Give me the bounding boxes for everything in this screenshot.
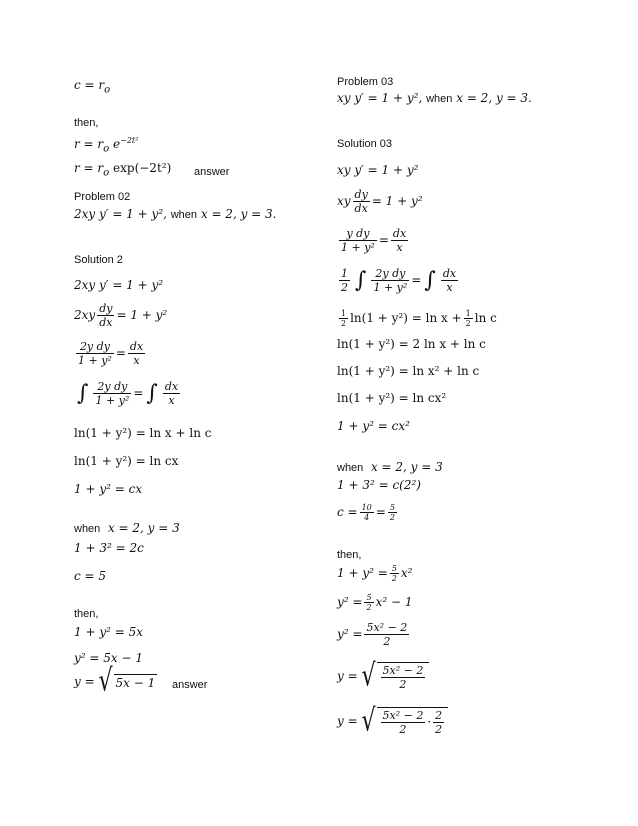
solution-03-step-9: 1 + y² = cx² <box>337 419 410 433</box>
solution-2-step-6: ln(1 + y²) = ln cx <box>74 454 179 468</box>
solution-03-step-11: c = $\frac{10}{4}$ = $\frac{5}{2}$ <box>337 503 395 522</box>
solution-03-step-8: ln(1 + y²) = ln cx² <box>337 391 447 405</box>
solution-2-step-12: y = √ 5x − 1 <box>74 663 156 699</box>
solution-2-step-10: 1 + y² = 5x <box>74 625 143 639</box>
solution-03-step-6: ln(1 + y²) = 2 ln x + ln c <box>337 337 486 351</box>
problem-03-equation: xy y′ = 1 + y², when x = 2, y = 3. <box>337 91 532 105</box>
solution-03-heading: Solution 03 <box>337 138 393 150</box>
solution-2-step-4: ∫ $\frac{\text{2y dy}}{\text{1 + y²}}$ = ∫ $\frac{dx}{x}$ <box>77 380 179 407</box>
solution-2-step-8: 1 + 3² = 2c <box>74 541 144 555</box>
equation-r-exp: $r = r_o$ $e^{-2t^2}$ <box>74 136 139 155</box>
solution-03-step-14: y² = $\frac{\text{5x² − 2}}{2}$ <box>337 621 408 648</box>
solution-03-step-15: y = √ $\frac{\text{5x² − 2}}{2}$ <box>337 662 429 691</box>
then-label-r: then, <box>337 549 362 561</box>
left-column <box>74 0 334 826</box>
solution-03-step-12: 1 + y² = $\frac{5}{2}$ x² <box>337 564 413 583</box>
solution-2-heading: Solution 2 <box>74 254 123 266</box>
solution-2-step-9: c = 5 <box>74 569 107 583</box>
solution-03-step-5: $\frac{1}{2}$ ln(1 + y²) = ln x + $\frac{1}{2}$ ln c <box>341 309 497 328</box>
problem-02-equation: 2xy y′ = 1 + y², when x = 2, y = 3. <box>74 207 277 221</box>
condition-line-r: when x = 2, y = 3 <box>337 460 443 474</box>
answer-label-2: answer <box>172 679 208 691</box>
solution-03-step-3: $\frac{\text{y dy}}{\text{1 + y²}}$ = $\frac{dx}{x}$ <box>341 227 407 254</box>
equation-c-ro: $c = r_o$ <box>74 78 111 96</box>
right-column <box>337 0 597 826</box>
answer-label: answer <box>194 166 230 178</box>
problem-03-heading: Problem 03 <box>337 76 394 88</box>
then-label-2: then, <box>74 608 99 620</box>
solution-2-step-2: 2xy $\frac{dy}{dx}$ = 1 + y² <box>74 302 168 329</box>
solution-03-step-16: y = √ $\frac{\text{5x² − 2}}{2}$ · $\frac{2}{2}$ <box>337 707 448 736</box>
solution-03-step-10: 1 + 3² = c(2²) <box>337 478 421 492</box>
equation-r-exp-form: $r = r_o$ exp(−2t²) <box>74 161 172 179</box>
solution-2-step-1: 2xy y′ = 1 + y² <box>74 278 164 292</box>
solution-2-step-5: ln(1 + y²) = ln x + ln c <box>74 426 212 440</box>
solution-03-step-4: $\frac{1}{2}$ ∫ $\frac{\text{2y dy}}{\text{1 + y²}}$ = ∫ $\frac{dx}{x}$ <box>341 267 457 294</box>
solution-03-step-1: xy y′ = 1 + y² <box>337 163 419 177</box>
solution-03-step-7: ln(1 + y²) = ln x² + ln c <box>337 364 480 378</box>
problem-02-heading: Problem 02 <box>74 191 131 203</box>
solution-03-step-2: xy $\frac{dy}{dx}$ = 1 + y² <box>337 188 423 215</box>
solution-2-step-3: $\frac{\text{2y dy}}{\text{1 + y²}}$ = $\frac{dx}{x}$ <box>78 340 144 367</box>
then-label: then, <box>74 117 99 129</box>
condition-line: when x = 2, y = 3 <box>74 521 180 535</box>
solution-2-step-7: 1 + y² = cx <box>74 482 143 496</box>
solution-2-step-11: y² = 5x − 1 <box>74 651 143 665</box>
solution-03-step-13: y² = $\frac{5}{2}$ x² − 1 <box>337 593 413 612</box>
